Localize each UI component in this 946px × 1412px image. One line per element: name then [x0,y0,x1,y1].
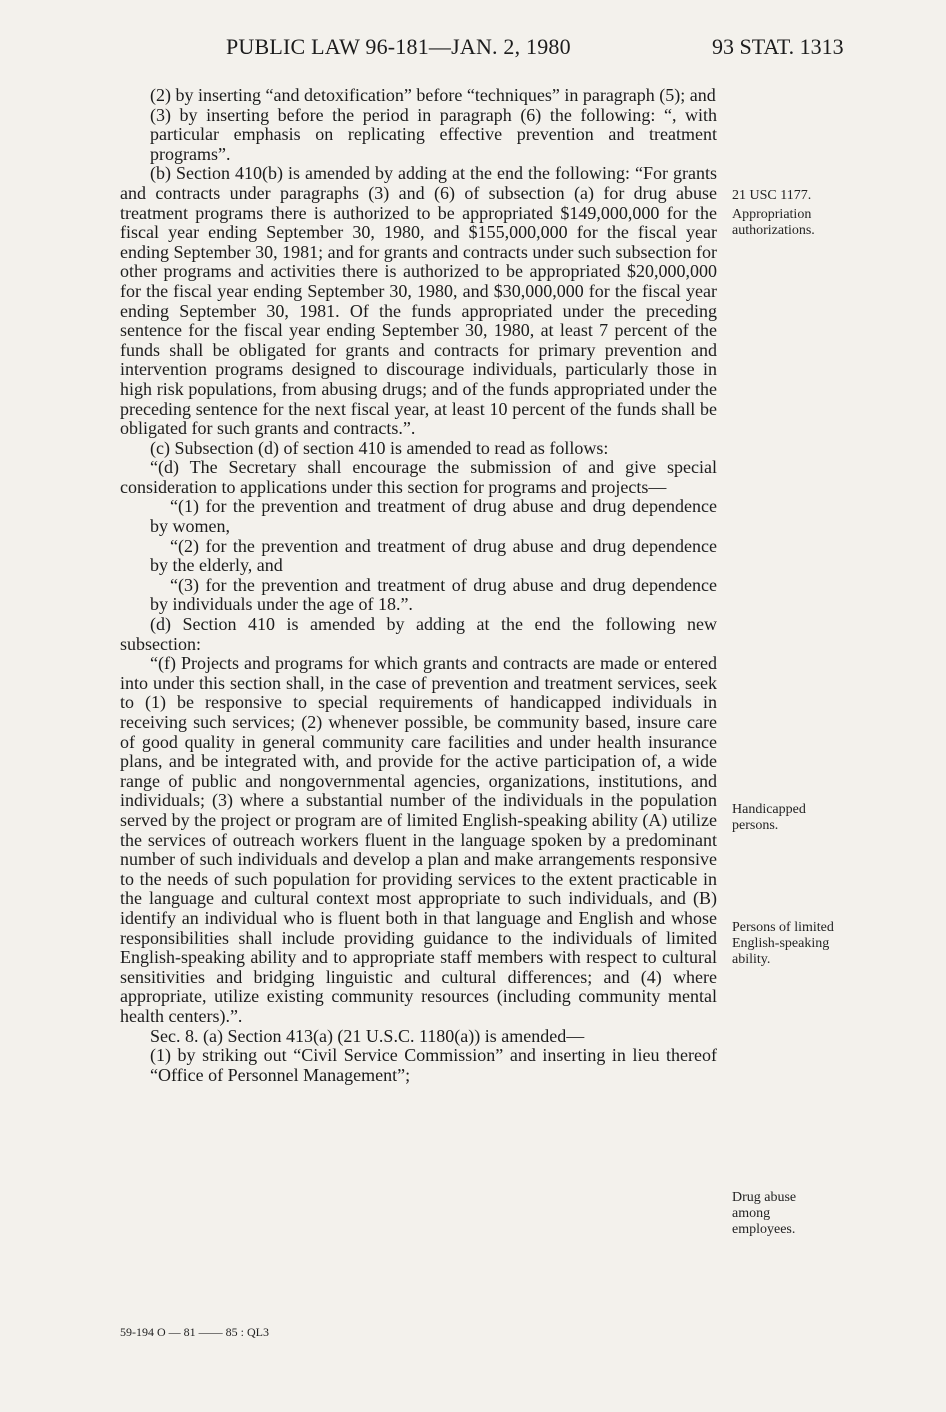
margin-note-handicapped: Handicapped persons. [732,802,806,833]
page-header [0,34,946,66]
subsection-b: (b) Section 410(b) is amended by adding at the end the following: “For grants and contracts under paragraphs (3) and (6) of subsection (a) for drug abuse treatment programs there is authorized to be appropriated $149,000,000 for the fiscal year ending September 30, 1980, and $155,000,000 for the fiscal year ending September 30, 1981; and for grants and contracts under such subsection for other programs and activities there is authorized to be appropriated $20,000,000 for the fiscal year ending September 30, 1980, and $30,000,000 for the fiscal year ending September 30, 1981. Of the funds appropriated under the preceding sentence for the fiscal year ending September 30, 1980, at least 7 percent of the funds shall be obligated for grants and contracts for primary prevention and intervention programs designed to discourage individuals, particularly those in high risk populations, from abusing drugs; and of the funds appropriated under the preceding sentence for the next fiscal year, at least 10 percent of the funds shall be obligated for such grants and contracts.”. [120,163,717,439]
quoted-subsection-f: “(f) Projects and programs for which grants and contracts are made or entered into under this section shall, in the case of prevention and treatment services, seek to (1) be responsive to special requirements of handicapped individuals in receiving such services; (2) whenever possible, be community based, insure care of good quality in general community care facilities and under health insurance plans, and be integrated with, and provide for the active participation of, a wide range of public and nongovernmental agencies, organizations, institutions, and individuals; (3) where a substantial number of the individuals in the population served by the project or program are of limited English-speaking ability (A) utilize the services of outreach workers fluent in the language spoken by a predominant number of such individuals and develop a plan and make arrangements responsive to the needs of such population for providing services to the extent practicable in the language and cultural context most appropriate to such individuals, and (B) identify an individual who is fluent both in that language and English and whose responsibilities shall include providing guidance to the individuals of limited English-speaking ability and to appropriate staff members with respect to cultural sensitivities and bridging linguistic and cultural differences; and (4) where appropriate, utilize existing community resources (including community mental health centers).”. [120,653,717,1026]
quoted-subsection-d: “(d) The Secretary shall encourage the submission of and give special consideration to applications under this section for programs and projects— [120,457,717,497]
margin-note-appropriation: Appropriation authorizations. [732,207,815,238]
quoted-item-1: “(1) for the prevention and treatment of drug abuse and drug dependence by women, [150,496,717,537]
clause-2: (2) by inserting “and detoxification” before “techniques” in paragraph (5); and [150,85,716,105]
margin-note-limited-english: Persons of limited English-speaking ability. [732,920,834,967]
print-code: 59-194 O — 81 —— 85 : QL3 [120,1325,269,1339]
margin-note-drug-abuse: Drug abuse among employees. [732,1190,797,1237]
quoted-item-3: “(3) for the prevention and treatment of drug abuse and drug dependence by individuals under the age of 18.”. [150,574,717,615]
running-head: PUBLIC LAW 96-181—JAN. 2, 1980 [226,34,571,59]
subsection-c: (c) Subsection (d) of section 410 is amended to read as follows: [150,437,609,458]
quoted-item-2: “(2) for the prevention and treatment of drug abuse and drug dependence by the elderly, and [150,535,717,576]
margin-note-usc-1177: 21 USC 1177. [732,188,812,203]
body-text [120,86,717,1085]
clause-3: (3) by inserting before the period in paragraph (6) the following: “, with particular emphasis on replicating effective prevention and treatment programs”. [150,104,717,164]
section-8-clause-1: (1) by striking out “Civil Service Commission” and inserting in lieu thereof “Office of Personnel Management”; [150,1045,717,1085]
section-8: Sec. 8. (a) Section 413(a) (21 U.S.C. 1180(a)) is amended— [150,1025,585,1046]
stat-citation: 93 STAT. 1313 [712,34,844,59]
subsection-d: (d) Section 410 is amended by adding at the end the following new subsection: [120,614,717,654]
